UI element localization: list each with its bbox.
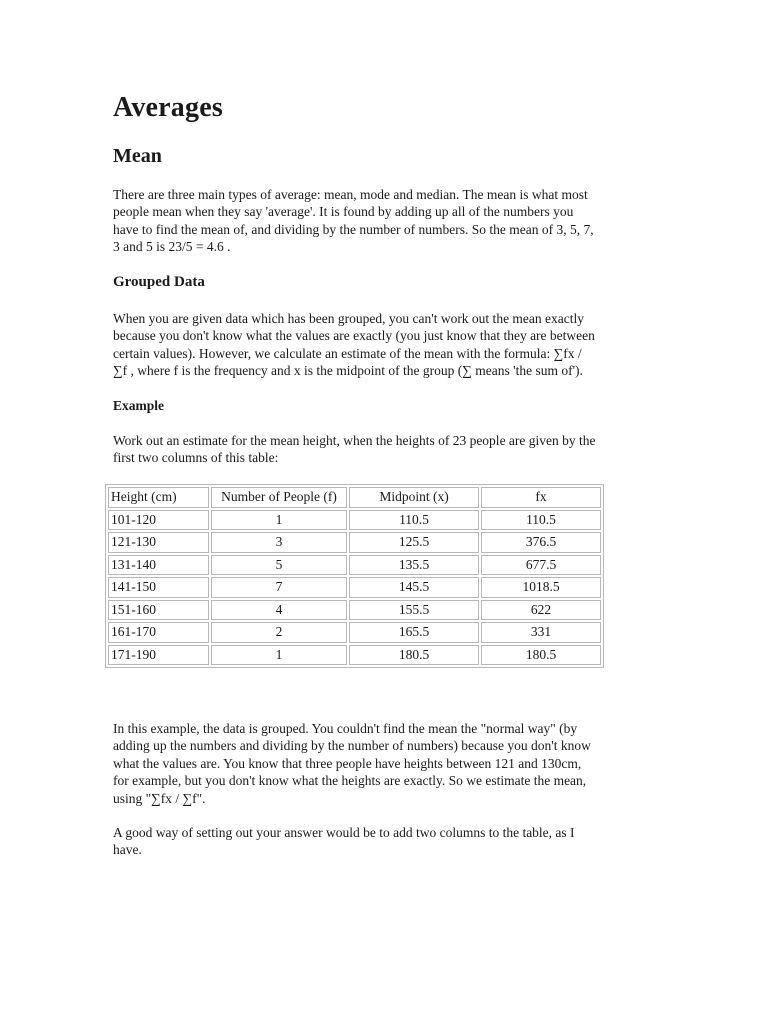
text-line: ∑f , where f is the frequency and x is the midpoint of the group (∑ means 'the sum of'). [113,363,583,379]
table-cell: 376.5 [481,532,601,553]
table-cell: 3 [211,532,347,553]
text-line: what the values are. You know that three people have heights between 121 and 130cm, [113,755,582,771]
table-cell: 131-140 [108,555,209,576]
grouped-data-paragraph [113,310,658,380]
closing-paragraph [113,824,658,859]
text-line: In this example, the data is grouped. You couldn't find the mean the "normal way" (by [113,721,578,736]
table-row [108,600,601,621]
table-cell: 1 [211,645,347,666]
table-cell: 331 [481,622,601,643]
explanation-paragraph [113,720,658,807]
table-cell: 171-190 [108,645,209,666]
table-cell: 165.5 [349,622,479,643]
table-cell: 110.5 [481,510,601,531]
header-cell: fx [481,487,601,508]
text-line: 3 and 5 is 23/5 = 4.6 . [113,239,231,255]
table-cell: 7 [211,577,347,598]
table-row [108,555,601,576]
example-intro [113,432,658,467]
table-cell: 180.5 [481,645,601,666]
table-cell: 1 [211,510,347,531]
text-line: When you are given data which has been grouped, you can't work out the mean exactly [113,311,585,326]
table-cell: 110.5 [349,510,479,531]
mean-paragraph [113,186,658,256]
text-line: for example, but you don't know what the heights are exactly. So we estimate the mean, [113,773,587,789]
table-cell: 145.5 [349,577,479,598]
table-row [108,622,601,643]
example-heading: Example [113,398,165,413]
text-line: people mean when they say 'average'. It is found by adding up all of the numbers you [113,204,574,220]
page-title: Averages [113,92,223,123]
header-cell: Height (cm) [108,487,209,508]
text-line: have to find the mean of, and dividing by the number of numbers. So the mean of 3, 5, 7, [113,221,594,237]
table-cell: 2 [211,622,347,643]
table-cell: 135.5 [349,555,479,576]
table-header-row [108,487,601,508]
grouped-data-heading: Grouped Data [113,274,205,290]
table-cell: 101-120 [108,510,209,531]
text-line: There are three main types of average: mean, mode and median. The mean is what most [113,187,588,202]
text-line: adding up the numbers and dividing by the number of numbers) because you don't know [113,738,591,754]
text-line: first two columns of this table: [113,450,279,466]
table-cell: 4 [211,600,347,621]
text-line: Work out an estimate for the mean height, when the heights of 23 people are given by the [113,433,596,448]
text-line: have. [113,842,142,858]
table-cell: 125.5 [349,532,479,553]
header-cell: Midpoint (x) [349,487,479,508]
text-line: because you don't know what the values are exactly (you just know that they are between [113,328,595,344]
table-cell: 622 [481,600,601,621]
table-row [108,645,601,666]
table-cell: 141-150 [108,577,209,598]
header-cell: Number of People (f) [211,487,347,508]
mean-heading: Mean [113,145,162,167]
table-row [108,577,601,598]
table-cell: 1018.5 [481,577,601,598]
table-cell: 121-130 [108,532,209,553]
text-line: certain values). However, we calculate an estimate of the mean with the formula: ∑fx / [113,345,582,361]
table-row [108,532,601,553]
text-line: A good way of setting out your answer would be to add two columns to the table, as I [113,825,575,840]
text-line: using "∑fx / ∑f". [113,790,206,806]
table-cell: 5 [211,555,347,576]
table-row [108,510,601,531]
table-cell: 677.5 [481,555,601,576]
table-cell: 161-170 [108,622,209,643]
table-cell: 155.5 [349,600,479,621]
table-cell: 151-160 [108,600,209,621]
grouped-data-table [105,484,604,668]
table-cell: 180.5 [349,645,479,666]
